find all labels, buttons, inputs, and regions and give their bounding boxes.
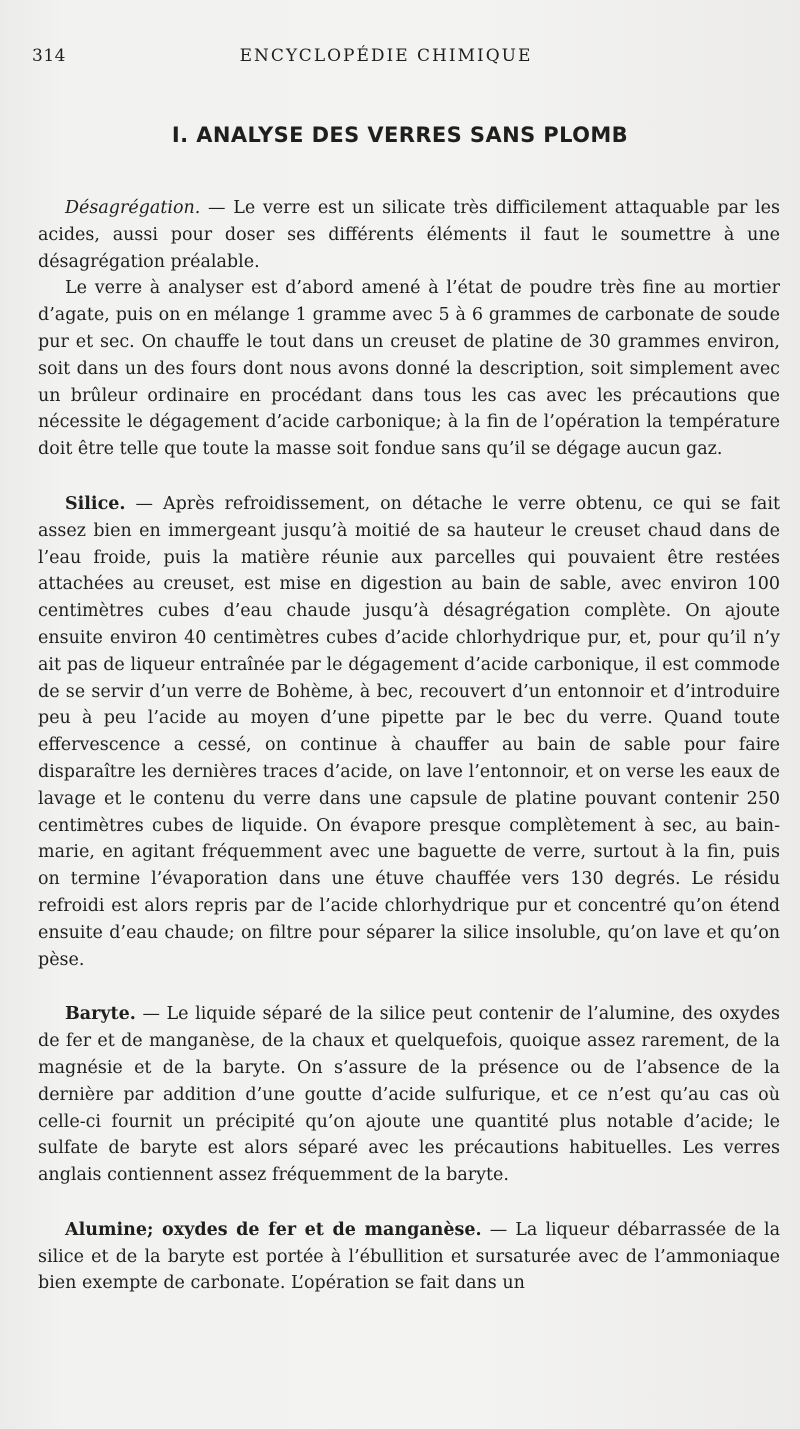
section-title: I. ANALYSE DES VERRES SANS PLOMB — [171, 123, 629, 147]
paragraph-text: — La liqueur débarrassée de la silice et de la baryte est portée à l’ébullition et sursaturée avec de l’ammoniaque bien exempte de carbonate. L’opération se fait dans un — [38, 1219, 781, 1294]
paragraph-text: — Le verre est un silicate très difficilement attaquable par les acides, aussi pour doser ses différents éléments il faut le soumettre à une désagrégation préalable. — [38, 198, 780, 272]
paragraph-text: Le verre à analyser est d’abord amené à l’état de poudre très fine au mortier d’agate, puis on en mélange 1 gramme avec 5 à 6 grammes de carbonate de soude pur et sec. On chauffe le tout dans un creuset de platine de 30 grammes environ, soit dans un des fours dont nous avons donné la description, soit simplement avec un brûleur ordinaire en procédant dans tous les cas avec les précautions que nécessite le dégagement d’acide carbonique; à la fin de l’opération la température doit être telle que toute la masse soit fondue sans qu’il se dégage aucun gaz. — [38, 278, 780, 460]
paragraph-baryte — [38, 1001, 780, 1189]
paragraph-lead: Baryte. — [65, 1004, 136, 1025]
paragraph-lead: Alumine; oxydes de fer et de manganèse. — [65, 1219, 482, 1240]
paragraph-alumine — [38, 1217, 780, 1297]
page-header — [32, 46, 740, 70]
paragraph-lead: Silice. — [65, 493, 126, 514]
body-text — [38, 195, 780, 1297]
paragraph-text: — Le liquide séparé de la silice peut contenir de l’alumine, des oxydes de fer et de manganèse, de la chaux et quelquefois, quoique assez rarement, de la magnésie et de la baryte. On s’assure de la présence ou de l’absence de la dernière par addition d’une goutte d’acide sulfurique, et ce n’est qu’au cas où celle-ci fournit un précipité qu’on ajoute une quantité plus notable d’acide; le sulfate de baryte est alors séparé avec les précautions habituelles. Les verres anglais contiennent assez fréquemment de la baryte. — [38, 1004, 780, 1186]
paragraph-desagregation — [38, 195, 780, 275]
page-number: 314 — [32, 46, 66, 66]
paragraph-silice — [38, 491, 780, 973]
paragraph-text: — Après refroidissement, on détache le verre obtenu, ce qui se fait assez bien en immergeant jusqu’à moitié de sa hauteur le creuset chaud dans de l’eau froide, puis la matière réunie aux parcelles qui pouvaient être restées attachées au creuset, est mise en digestion au bain de sable, avec environ 100 centimètres cubes d’eau chaude jusqu’à désagrégation complète. On ajoute ensuite environ 40 centimètres cubes d’acide chlorhydrique pur, et, pour qu’il n’y ait pas de liqueur entraînée par le dégagement d’acide carbonique, il est commode de se servir d’un verre de Bohème, à bec, recouvert d’un entonnoir et d’introduire peu à peu l’acide au moyen d’une pipette par le bec du verre. Quand toute effervescence a cessé, on continue à chauffer au bain de sable pour faire disparaître les dernières traces d’acide, on lave l’entonnoir, et on verse les eaux de lavage et le contenu du verre dans une capsule de platine pouvant contenir 250 centimètres cubes de liquide. On évapore presque complètement à sec, au bain-marie, en agitant fréquemment avec une baguette de verre, surtout à la fin, puis on termine l’évaporation dans une étuve chauffée vers 130 degrés. Le résidu refroidi est alors repris par de l’acide chlorhydrique pur et concentré qu’on étend ensuite d’eau chaude; on filtre pour séparer la silice insoluble, qu’on lave et qu’on pèse. — [38, 493, 780, 970]
paragraph-lead: Désagrégation. — [65, 198, 201, 218]
paragraph-procedure — [38, 275, 780, 463]
running-title: ENCYCLOPÉDIE CHIMIQUE — [239, 46, 533, 66]
